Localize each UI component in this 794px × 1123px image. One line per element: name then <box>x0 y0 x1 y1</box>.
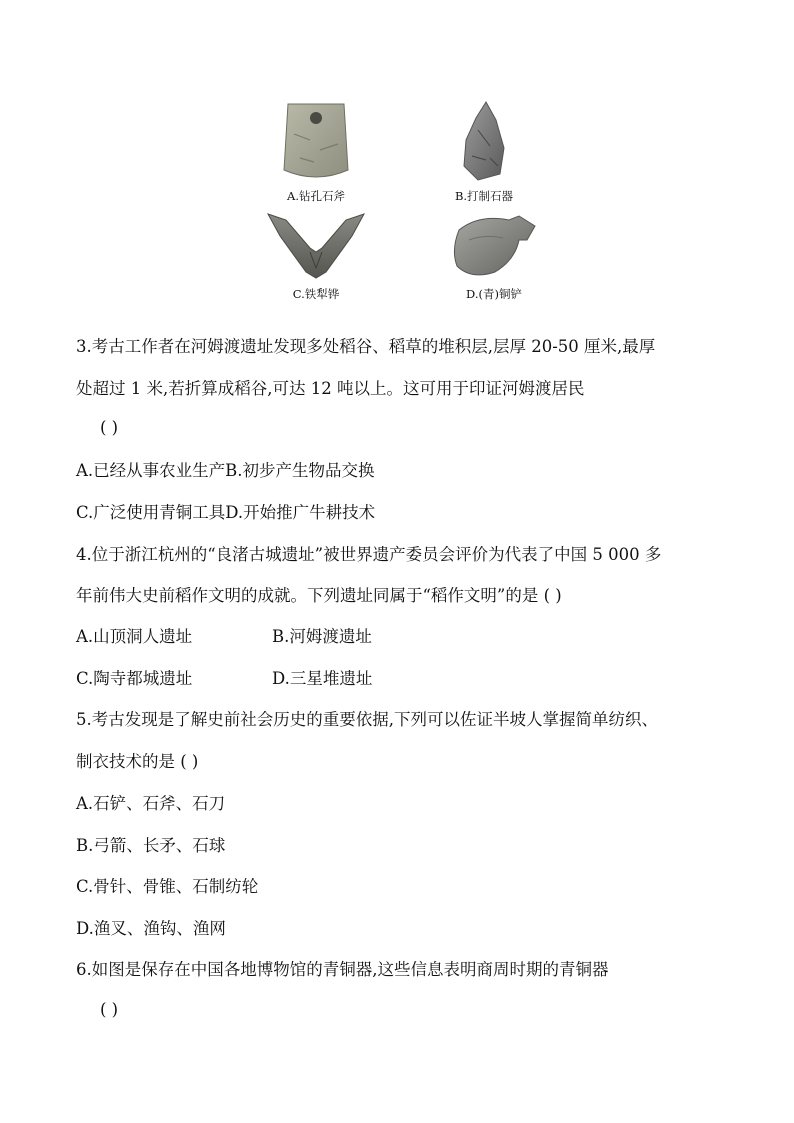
figure-b-caption: B.打制石器 <box>454 189 514 203</box>
q4-option-c: C.陶寺都城遗址 <box>76 669 193 688</box>
q3-stem-line-1: 3.考古工作者在河姆渡遗址发现多处稻谷、稻草的堆积层,层厚 20-50 厘米,最厚 <box>76 337 656 356</box>
drilled-stone-axe-icon <box>280 100 352 184</box>
q4-option-a: A.山顶洞人遗址 <box>76 627 193 646</box>
q4-option-d: D.三星堆遗址 <box>272 669 373 688</box>
figure-c-caption: C.铁犁铧 <box>292 287 340 301</box>
q5-option-b: B.弓箭、长矛、石球 <box>76 836 226 855</box>
chipped-stone-tool-icon <box>456 100 512 184</box>
q4-option-b: B.河姆渡遗址 <box>272 627 372 646</box>
q3-answer-blank: ( ) <box>100 418 119 437</box>
figure-d <box>424 210 564 302</box>
figure-d-caption: D.(青)铜铲 <box>466 287 522 301</box>
q4-stem-line-1: 4.位于浙江杭州的“良渚古城遗址”被世界遗产委员会评价为代表了中国 5 000 多 <box>76 545 662 564</box>
figure-b <box>414 100 554 204</box>
q5-stem-line-1: 5.考古发现是了解史前社会历史的重要依据,下列可以佐证半坡人掌握简单纺织、 <box>76 710 658 729</box>
q4-stem-line-2: 年前伟大史前稻作文明的成就。下列遗址同属于“稻作文明”的是 ( ) <box>76 586 562 605</box>
bronze-shovel-icon <box>449 210 539 282</box>
iron-ploughshare-icon <box>266 210 366 282</box>
q5-option-c: C.骨针、骨锥、石制纺轮 <box>76 877 259 896</box>
figure-a <box>246 100 386 204</box>
q3-options-cd: C.广泛使用青铜工具D.开始推广牛耕技术 <box>76 503 376 522</box>
q5-option-a: A.石铲、石斧、石刀 <box>76 794 226 813</box>
q5-option-d: D.渔叉、渔钩、渔网 <box>76 919 226 938</box>
q5-stem-line-2: 制衣技术的是 ( ) <box>76 752 199 771</box>
q6-answer-blank: ( ) <box>100 1000 119 1019</box>
q6-stem-line-1: 6.如图是保存在中国各地博物馆的青铜器,这些信息表明商周时期的青铜器 <box>76 960 609 979</box>
q3-options-ab: A.已经从事农业生产B.初步产生物品交换 <box>76 461 375 480</box>
q3-stem-line-2: 处超过 1 米,若折算成稻谷,可达 12 吨以上。这可用于印证河姆渡居民 <box>76 379 585 398</box>
figure-c <box>246 210 386 302</box>
figure-a-caption: A.钻孔石斧 <box>287 189 345 203</box>
